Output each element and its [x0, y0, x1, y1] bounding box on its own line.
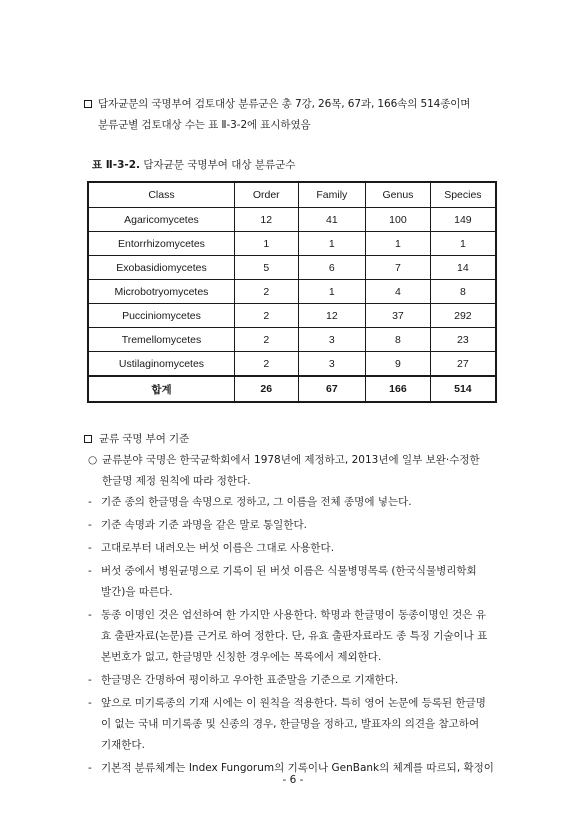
cell-order: 1: [234, 232, 298, 256]
cell-genus: 7: [366, 256, 431, 280]
list-item-line: 기준 종의 한글명을 속명으로 정하고, 그 이름을 전체 종명에 넣는다.: [101, 496, 412, 508]
dash-bullet-icon: -: [88, 674, 92, 686]
square-bullet-icon: [84, 435, 92, 443]
total-order: 26: [234, 376, 298, 402]
cell-genus: 1: [366, 232, 431, 256]
list-item-line: 기재한다.: [101, 739, 145, 751]
table-row: [88, 280, 496, 304]
circle-list-item: [88, 450, 530, 492]
section-heading: 균류 국명 부여 기준: [99, 433, 190, 445]
dash-bullet-icon: -: [88, 697, 92, 709]
dash-bullet-icon: -: [88, 565, 92, 577]
cell-order: 5: [234, 256, 298, 280]
list-item: [88, 605, 530, 668]
cell-species: 8: [430, 280, 496, 304]
list-item-line: 기본적 분류체계는 Index Fungorum의 기록이나 GenBank의 체계를 따르되, 확정이: [101, 762, 494, 774]
cell-species: 292: [430, 304, 496, 328]
cell-class: Tremellomycetes: [88, 328, 234, 352]
total-species: 514: [430, 376, 496, 402]
list-item: [88, 670, 530, 691]
list-item-line: 동종 이명인 것은 엄선하여 한 가지만 사용한다. 학명과 한글명이 동종이명인 것은 유: [101, 609, 486, 621]
cell-class: Exobasidiomycetes: [88, 256, 234, 280]
cell-class: Pucciniomycetes: [88, 304, 234, 328]
list-item: [88, 515, 530, 536]
cell-family: 3: [298, 328, 366, 352]
cell-order: 2: [234, 280, 298, 304]
circle-bullet-icon: ○: [88, 454, 98, 466]
list-item: [88, 693, 530, 756]
table-row: [88, 304, 496, 328]
cell-family: 1: [298, 232, 366, 256]
cell-order: 2: [234, 352, 298, 377]
cell-family: 12: [298, 304, 366, 328]
page-number: - 6 -: [282, 774, 304, 786]
list-item-line: 본번호가 없고, 한글명만 신칭한 경우에는 목록에서 제외한다.: [101, 651, 382, 663]
table-total-row: [88, 376, 496, 402]
table-row: [88, 208, 496, 232]
cell-genus: 100: [366, 208, 431, 232]
table-caption-label: 표 Ⅱ-3-2.: [92, 159, 141, 171]
list-item-line: 고대로부터 내려오는 버섯 이름은 그대로 사용한다.: [101, 542, 335, 554]
cell-order: 2: [234, 304, 298, 328]
dash-bullet-icon: -: [88, 496, 92, 508]
cell-order: 12: [234, 208, 298, 232]
criteria-list: [88, 450, 530, 779]
total-genus: 166: [366, 376, 431, 402]
list-item: [88, 492, 530, 513]
cell-family: 41: [298, 208, 366, 232]
list-item-line: 한글명 제정 원칙에 따라 정한다.: [102, 475, 251, 487]
list-item-line: 효 출판자료(논문)를 근거로 하여 정한다. 단, 유효 출판자료라도 종 특징 기술이나 표: [101, 630, 488, 642]
cell-species: 27: [430, 352, 496, 377]
cell-family: 3: [298, 352, 366, 377]
table-header-row: [88, 182, 496, 208]
list-item-line: 기준 속명과 기준 과명을 같은 말로 통일한다.: [101, 519, 307, 531]
cell-species: 149: [430, 208, 496, 232]
list-item: [88, 538, 530, 559]
dash-bullet-icon: -: [88, 542, 92, 554]
header-family: Family: [298, 182, 366, 208]
header-order: Order: [234, 182, 298, 208]
cell-species: 23: [430, 328, 496, 352]
list-item-line: 앞으로 미기록종의 기재 시에는 이 원칙을 적용한다. 특히 영어 논문에 등록된 한글명: [101, 697, 486, 709]
cell-species: 14: [430, 256, 496, 280]
dash-bullet-icon: -: [88, 519, 92, 531]
table-row: [88, 328, 496, 352]
table-caption-text: 담자균문 국명부여 대상 분류군수: [143, 159, 296, 171]
header-species: Species: [430, 182, 496, 208]
list-item-line: 한글명은 간명하여 평이하고 우아한 표준말을 기준으로 기재한다.: [101, 674, 399, 686]
intro-line-2: 분류군별 검토대상 수는 표 Ⅱ-3-2에 표시하였음: [98, 119, 311, 131]
table-row: [88, 232, 496, 256]
list-item-line: 균류분야 국명은 한국균학회에서 1978년에 제정하고, 2013년에 일부 보완·수정한: [102, 454, 480, 466]
dash-bullet-icon: -: [88, 762, 92, 774]
cell-class: Entorrhizomycetes: [88, 232, 234, 256]
dash-bullet-icon: -: [88, 609, 92, 621]
cell-genus: 37: [366, 304, 431, 328]
cell-family: 1: [298, 280, 366, 304]
list-item-line: 이 없는 국내 미기록종 및 신종의 경우, 한글명을 정하고, 발표자의 의견을 참고하여: [101, 718, 480, 730]
cell-family: 6: [298, 256, 366, 280]
header-class: Class: [88, 182, 234, 208]
cell-genus: 9: [366, 352, 431, 377]
header-genus: Genus: [366, 182, 431, 208]
table-caption: [92, 158, 295, 172]
cell-class: Ustilaginomycetes: [88, 352, 234, 377]
cell-class: Agaricomycetes: [88, 208, 234, 232]
list-item: [88, 561, 530, 603]
cell-order: 2: [234, 328, 298, 352]
total-label: 합계: [88, 376, 234, 402]
cell-genus: 8: [366, 328, 431, 352]
cell-genus: 4: [366, 280, 431, 304]
intro-paragraph: [83, 94, 531, 136]
total-family: 67: [298, 376, 366, 402]
list-item-line: 발간)을 따른다.: [101, 586, 173, 598]
cell-species: 1: [430, 232, 496, 256]
table-row: [88, 352, 496, 377]
table-row: [88, 256, 496, 280]
taxa-count-table: [87, 181, 497, 403]
list-item-line: 버섯 중에서 병원균명으로 기록이 된 버섯 이름은 식물병명목록 (한국식물병리학회: [101, 565, 477, 577]
cell-class: Microbotryomycetes: [88, 280, 234, 304]
intro-line-1: 담자균문의 국명부여 검토대상 분류군은 총 7강, 26목, 67과, 166속의 514종이며: [98, 98, 471, 110]
